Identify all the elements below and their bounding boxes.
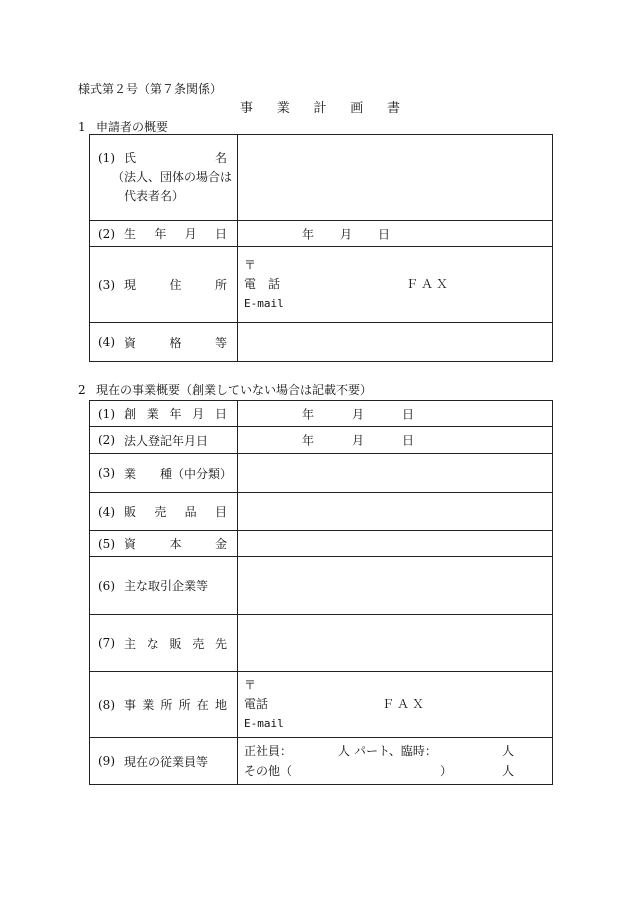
title-char: 画 xyxy=(350,101,364,116)
title-char: 事 xyxy=(240,101,254,116)
row-customers xyxy=(90,615,553,672)
row-number: (1) xyxy=(98,151,115,165)
row-birthdate xyxy=(90,221,553,247)
label-customers: (7) 主 な 販 売 先 xyxy=(90,615,238,672)
registration-date-field[interactable]: 年 月 日 xyxy=(238,427,553,454)
fax-label: ＦＡＸ xyxy=(382,697,428,711)
employees-field[interactable] xyxy=(238,738,553,785)
title-char: 書 xyxy=(386,101,400,116)
industry-field[interactable] xyxy=(238,454,553,493)
tel-label: 電 話 xyxy=(244,277,281,291)
row-registered xyxy=(90,427,553,454)
other-label: その他（ xyxy=(244,764,293,778)
title-char: 業 xyxy=(276,101,290,116)
row-partners xyxy=(90,557,553,615)
postal-mark: 〒 xyxy=(244,258,257,272)
other-close-paren: ） xyxy=(440,764,453,778)
parttime-label: パート、臨時： xyxy=(354,744,437,758)
partners-field[interactable] xyxy=(238,557,553,615)
row-products xyxy=(90,493,553,531)
label-address: (3) 現 住 所 xyxy=(90,247,238,323)
postal-mark: 〒 xyxy=(244,678,257,692)
section1-title: 申請者の概要 xyxy=(96,120,169,134)
name-field[interactable] xyxy=(238,135,553,221)
email-label: E-mail xyxy=(244,717,284,730)
regular-staff-label: 正社員： xyxy=(244,744,293,758)
address-field[interactable] xyxy=(238,247,553,323)
customers-field[interactable] xyxy=(238,615,553,672)
person-unit: 人 xyxy=(338,744,351,758)
row-name xyxy=(90,135,553,221)
label-office: (8) 事 業 所 所 在 地 xyxy=(90,672,238,738)
label-employees: (9) 現在の従業員等 xyxy=(90,738,238,785)
person-unit: 人 xyxy=(502,764,515,778)
label-products: (4) 販 売 品 目 xyxy=(90,493,238,531)
tel-label: 電話 xyxy=(244,697,269,711)
fax-label: ＦＡＸ xyxy=(406,277,452,291)
label-name-sub1: （法人、団体の場合は xyxy=(112,170,233,184)
email-label: E-mail xyxy=(244,297,284,310)
section1-number: 1 xyxy=(78,120,86,134)
section2-heading xyxy=(78,384,372,396)
form-number-label: 様式第２号（第７条関係） xyxy=(78,82,223,96)
document-title xyxy=(240,102,400,115)
birthdate-field[interactable]: 年 月 日 xyxy=(238,221,553,247)
row-office xyxy=(90,672,553,738)
business-overview-table xyxy=(89,400,553,785)
founded-date-field[interactable]: 年 月 日 xyxy=(238,401,553,427)
row-address xyxy=(90,247,553,323)
office-address-field[interactable] xyxy=(238,672,553,738)
label-birthdate: (2) 生 年 月 日 xyxy=(90,221,238,247)
section2-number: 2 xyxy=(78,383,86,397)
applicant-overview-table xyxy=(89,134,553,362)
capital-field[interactable] xyxy=(238,531,553,557)
row-industry xyxy=(90,454,553,493)
section2-title: 現在の事業概要（創業していない場合は記載不要） xyxy=(96,383,373,397)
qualification-field[interactable] xyxy=(238,323,553,362)
label-name: (1) 氏 名 （法人、団体の場合は 代表者名） xyxy=(90,135,238,221)
person-unit: 人 xyxy=(502,744,515,758)
row-qualification xyxy=(90,323,553,362)
row-capital xyxy=(90,531,553,557)
label-industry: (3) 業 種 （中分類） xyxy=(90,454,238,493)
label-partners: (6) 主な取引企業等 xyxy=(90,557,238,615)
row-founded xyxy=(90,401,553,427)
label-founded: (1) 創 業 年 月 日 xyxy=(90,401,238,427)
label-registered: (2) 法人登記年月日 xyxy=(90,427,238,454)
label-qualification: (4) 資 格 等 xyxy=(90,323,238,362)
row-employees xyxy=(90,738,553,785)
label-name-sub2: 代表者名） xyxy=(124,189,185,203)
label-capital: (5) 資 本 金 xyxy=(90,531,238,557)
title-char: 計 xyxy=(313,101,327,116)
section1-heading xyxy=(78,121,168,133)
products-field[interactable] xyxy=(238,493,553,531)
